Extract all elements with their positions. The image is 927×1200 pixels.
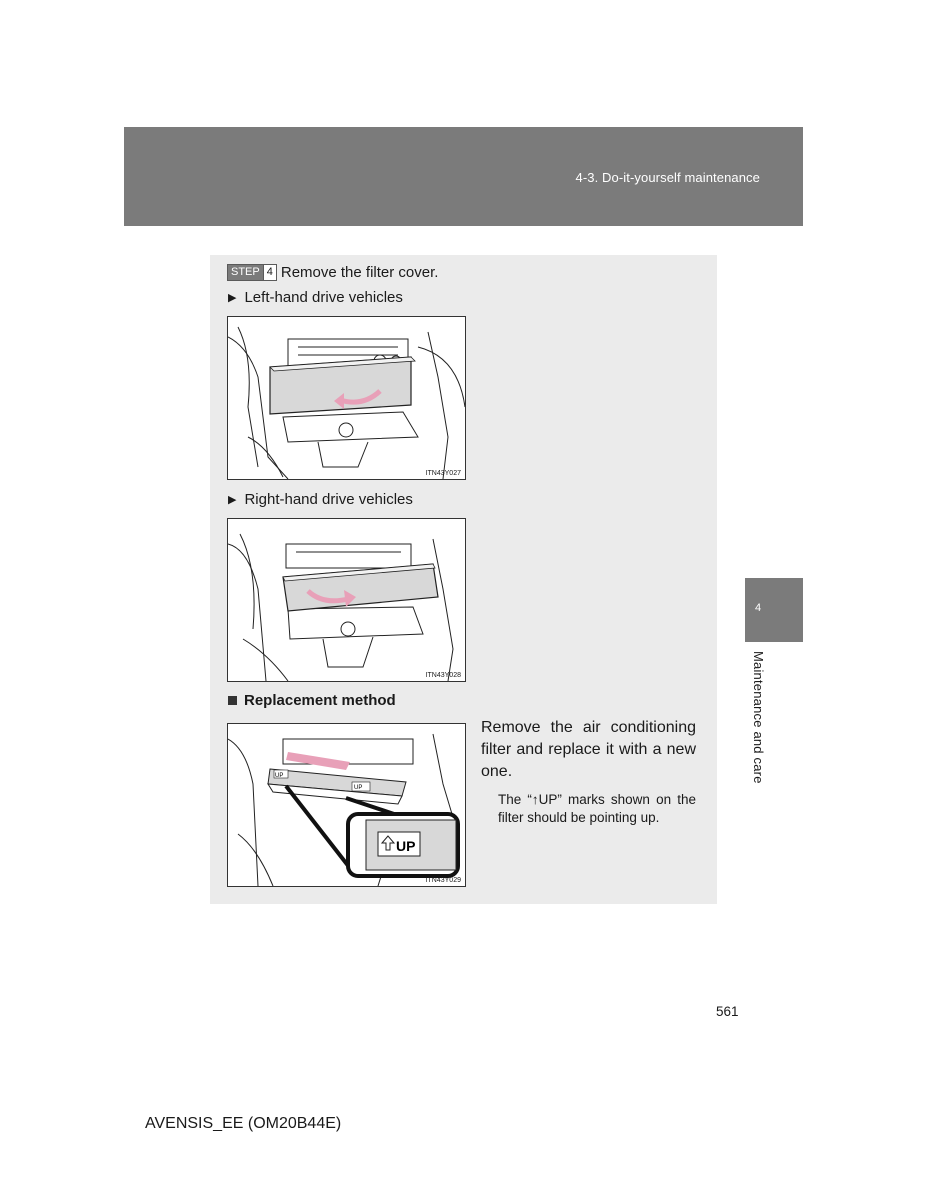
left-hand-heading [228, 289, 403, 306]
page-number: 561 [716, 1004, 739, 1019]
small-up-mark-2: UP [354, 785, 363, 791]
step-badge-label: STEP [228, 265, 263, 280]
figure-replacement [227, 723, 466, 887]
chapter-number: 4 [755, 602, 762, 614]
figure-code-replacement: ITN43Y029 [425, 877, 461, 884]
chapter-tab[interactable] [745, 578, 803, 642]
figure-code-right: ITN43Y028 [425, 672, 461, 679]
filter-cover-illustration-right [228, 519, 465, 681]
left-hand-label: Left-hand drive vehicles [244, 289, 403, 306]
right-hand-heading [228, 491, 413, 508]
step-badge-number: 4 [263, 265, 276, 280]
replacement-heading [228, 692, 396, 709]
chapter-label: Maintenance and care [751, 651, 766, 784]
section-title: 4-3. Do-it-yourself maintenance [575, 170, 760, 185]
square-bullet-icon [228, 696, 237, 705]
replacement-heading-text: Replacement method [244, 692, 396, 709]
filter-cover-illustration-left [228, 317, 465, 479]
step-badge [227, 264, 277, 281]
right-hand-label: Right-hand drive vehicles [244, 491, 413, 508]
triangle-bullet-icon: ▶ [228, 292, 237, 304]
manual-code: AVENSIS_EE (OM20B44E) [145, 1115, 342, 1132]
replacement-note: The “↑UP” marks shown on the filter should be pointing up. [498, 792, 696, 825]
small-up-mark-1: UP [275, 773, 284, 779]
figure-code-left: ITN43Y027 [425, 470, 461, 477]
figure-right-hand-drive [227, 518, 466, 682]
filter-replacement-illustration [228, 724, 465, 886]
replacement-body: Remove the air conditioning filter and replace it with a new one. [481, 719, 696, 780]
step-text: Remove the filter cover. [280, 264, 439, 281]
large-up-mark: UP [396, 838, 416, 854]
triangle-bullet-icon: ▶ [228, 494, 237, 506]
header-band [124, 127, 803, 226]
step-instruction [227, 264, 438, 281]
figure-left-hand-drive [227, 316, 466, 480]
